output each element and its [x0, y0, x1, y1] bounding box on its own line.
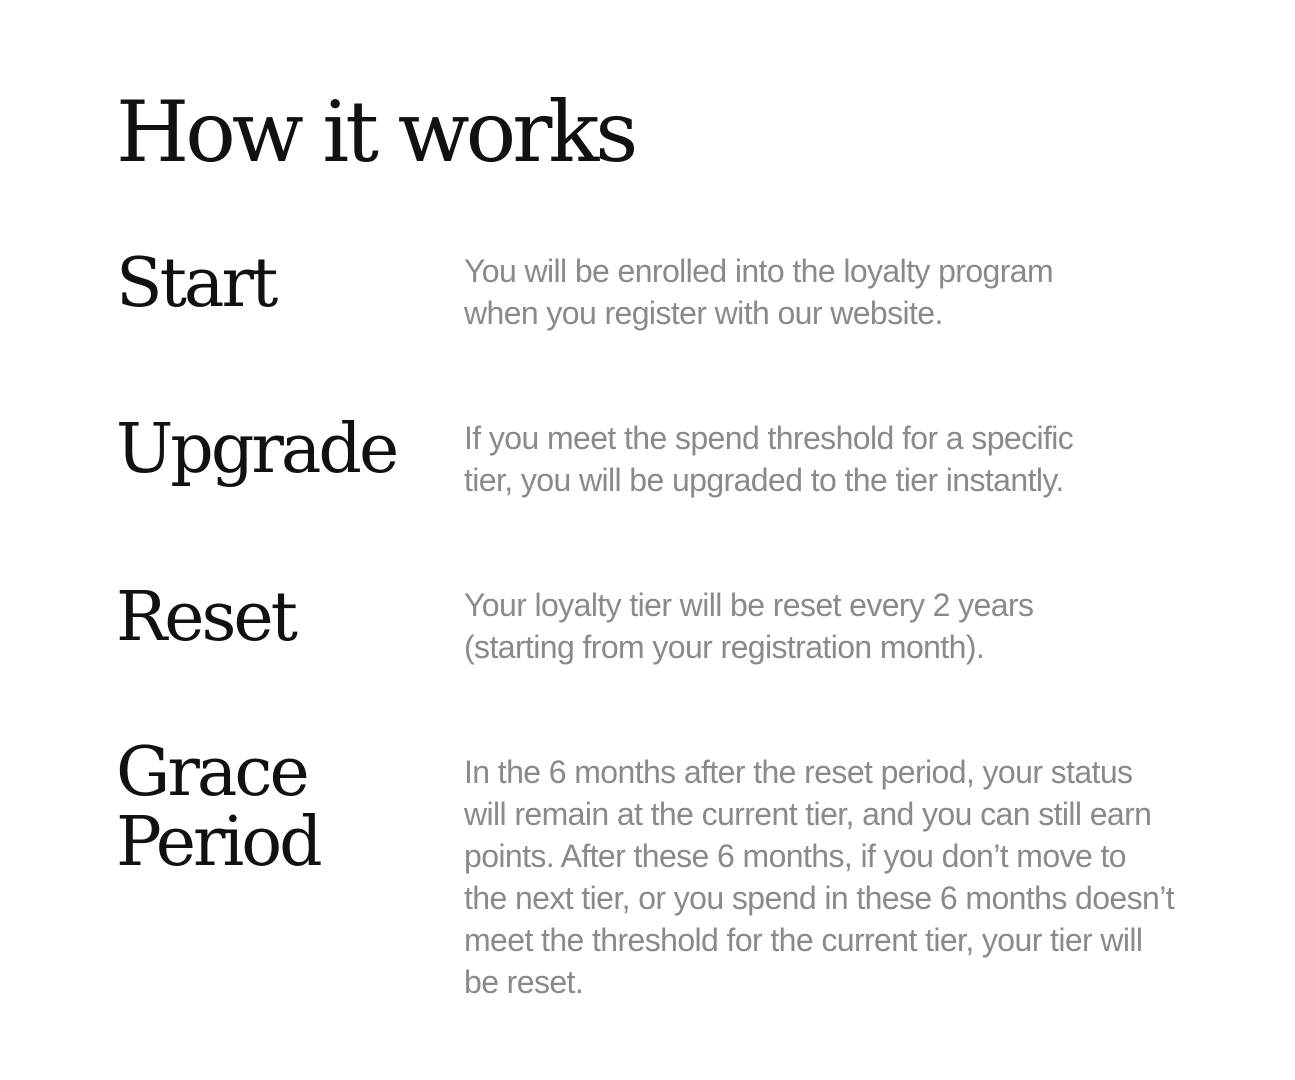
- step-heading-grace-period: Grace Period: [116, 733, 320, 882]
- step-description-reset: Your loyalty tier will be reset every 2 years (starting from your registration month).: [464, 587, 1034, 665]
- step-description-upgrade: If you meet the spend threshold for a specific tier, you will be upgraded to the tier instantly.: [464, 420, 1074, 498]
- step-description-start: You will be enrolled into the loyalty program when you register with our website.: [464, 253, 1054, 331]
- step-heading-reset: Reset: [116, 578, 295, 657]
- step-description-grace-period: In the 6 months after the reset period, your status will remain at the current tier, and you can still earn points. After these 6 months, if you don’t move to the next tier, or you spend in these 6 months doesn’t meet the threshold for the current tier, your tier will be reset.: [464, 754, 1174, 1000]
- step-heading-start: Start: [116, 244, 276, 323]
- page-title: How it works: [116, 83, 635, 181]
- step-heading-upgrade: Upgrade: [116, 410, 397, 489]
